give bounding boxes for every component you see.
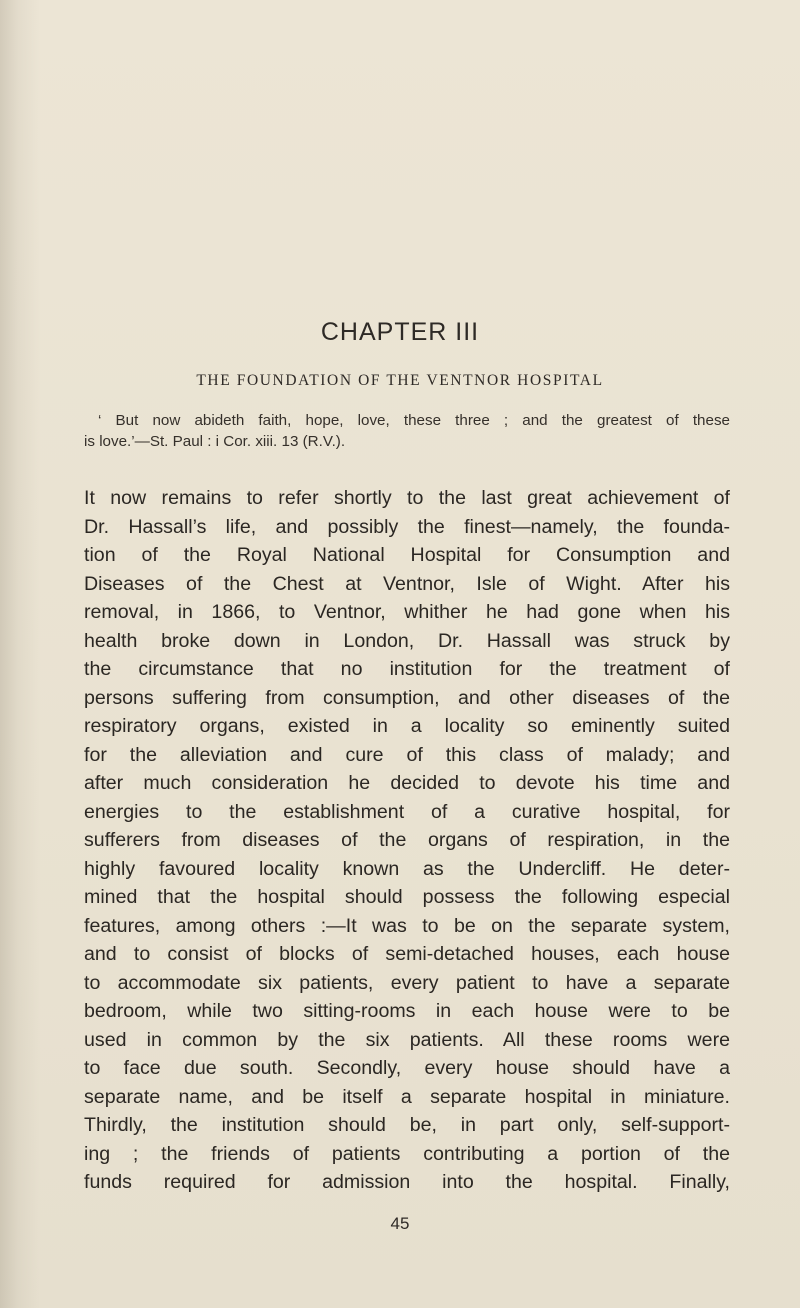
text-line: mined that the hospital should possess the following especial bbox=[84, 886, 730, 908]
text-line: Thirdly, the institution should be, in part only, self-support- bbox=[84, 1114, 730, 1136]
text-line: tion of the Royal National Hospital for Consumption and bbox=[84, 544, 730, 566]
text-line: health broke down in London, Dr. Hassall was struck by bbox=[84, 629, 730, 652]
chapter-heading: CHAPTER III bbox=[320, 318, 480, 346]
text-line: Dr. Hassall’s life, and possibly the finest—namely, the founda- bbox=[84, 515, 730, 538]
text-line: sufferers from diseases of the organs of respiration, in the bbox=[84, 829, 730, 851]
text-line: after much consideration he decided to devote his time and bbox=[84, 772, 730, 794]
epigraph-line: ‘ But now abideth faith, hope, love, these three ; and the greatest of these bbox=[98, 412, 730, 429]
text-line: for the alleviation and cure of this class of malady; and bbox=[84, 743, 730, 766]
text-line: the circumstance that no institution for the treatment of bbox=[84, 658, 730, 680]
text-line: and to consist of blocks of semi-detached houses, each house bbox=[84, 943, 730, 965]
body-paragraph bbox=[84, 484, 730, 1197]
text-line: bedroom, while two sitting-rooms in each house were to be bbox=[84, 1000, 730, 1022]
text-line: to face due south. Secondly, every house should have a bbox=[84, 1057, 730, 1079]
text-line: respiratory organs, existed in a locality so eminently suited bbox=[84, 715, 730, 737]
text-line: used in common by the six patients. All these rooms were bbox=[84, 1028, 730, 1051]
text-line: separate name, and be itself a separate hospital in miniature. bbox=[84, 1085, 730, 1108]
text-line: to accommodate six patients, every patient to have a separate bbox=[84, 971, 730, 994]
text-line: It now remains to refer shortly to the last great achievement of bbox=[84, 487, 730, 509]
text-line: energies to the establishment of a curative hospital, for bbox=[84, 800, 730, 823]
text-line: removal, in 1866, to Ventnor, whither he had gone when his bbox=[84, 601, 730, 623]
text-line: persons suffering from consumption, and other diseases of the bbox=[84, 686, 730, 709]
text-line: funds required for admission into the hospital. Finally, bbox=[84, 1171, 730, 1193]
epigraph-line: is love.’—St. Paul : i Cor. xiii. 13 (R.V.). bbox=[84, 433, 346, 450]
page-number: 45 bbox=[390, 1214, 410, 1233]
text-line: highly favoured locality known as the Undercliff. He deter- bbox=[84, 857, 730, 880]
text-line: Diseases of the Chest at Ventnor, Isle of Wight. After his bbox=[84, 572, 730, 595]
section-heading: THE FOUNDATION OF THE VENTNOR HOSPITAL bbox=[196, 372, 604, 389]
epigraph bbox=[84, 410, 730, 452]
text-line: features, among others :—It was to be on the separate system, bbox=[84, 914, 730, 937]
text-line: ing ; the friends of patients contributing a portion of the bbox=[84, 1142, 730, 1165]
